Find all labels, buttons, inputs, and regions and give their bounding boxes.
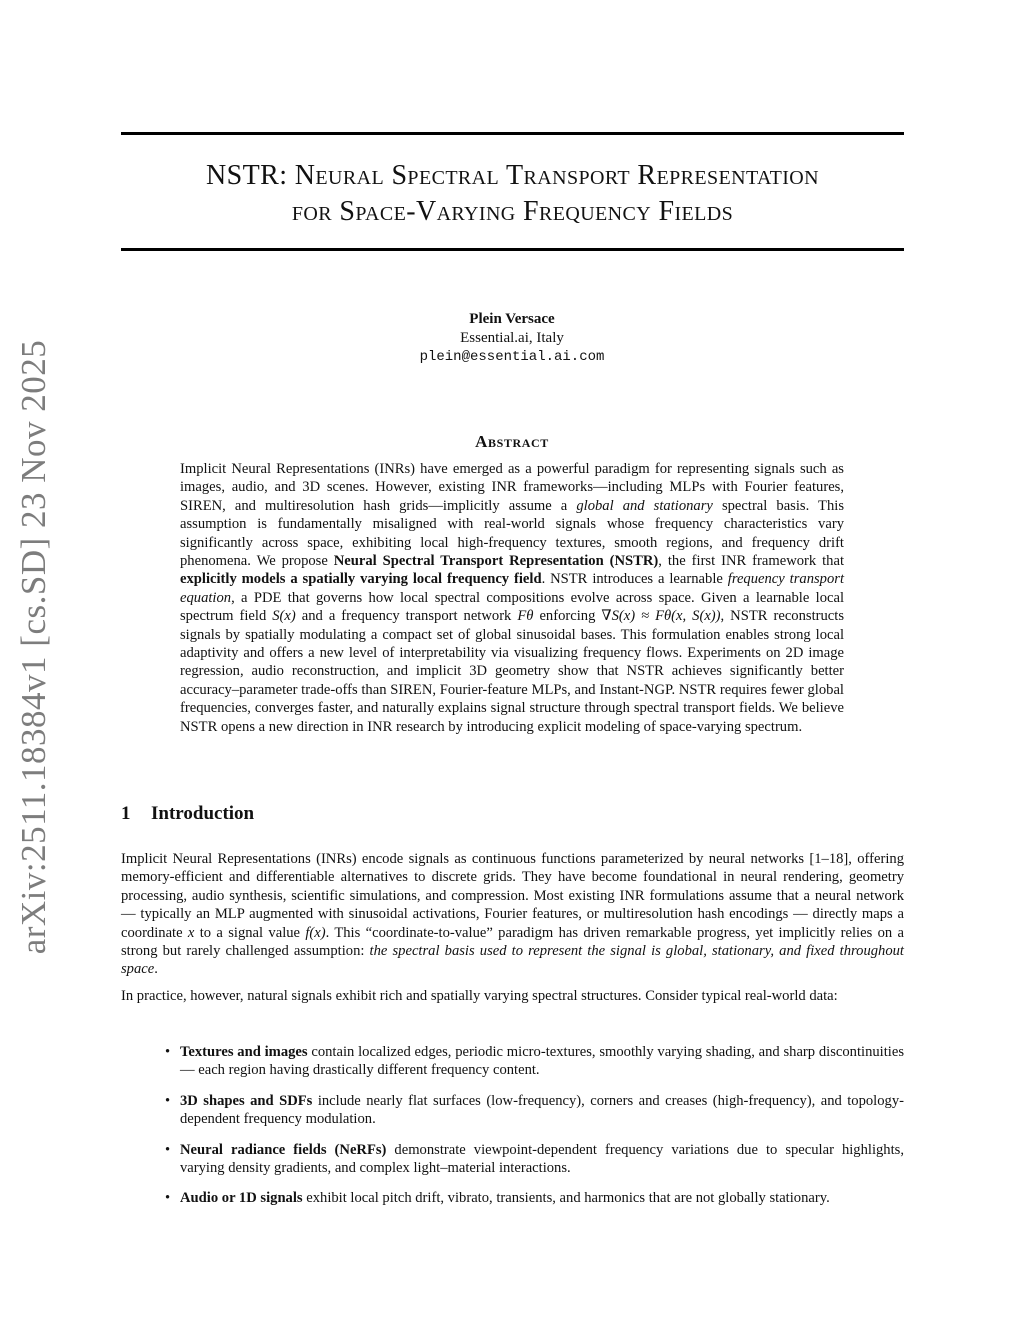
bullet-marker: • bbox=[165, 1190, 171, 1207]
list-item-term: Audio or 1D signals bbox=[180, 1190, 303, 1207]
list-item-term: Neural radiance fields (NeRFs) bbox=[180, 1141, 387, 1158]
intro-p1-text-c: . This “coordinate-to-value” paradigm has driven remarkable progress, yet implicitly relies on a strong but rarely challenged assumption: bbox=[121, 924, 904, 960]
arxiv-stamp-text: arXiv:2511.18384v1 [cs.SD] 23 Nov 2025 bbox=[14, 339, 53, 955]
list-item bbox=[121, 1092, 904, 1129]
abstract-text-3: , the first INR framework that bbox=[658, 553, 845, 570]
bullet-marker: • bbox=[165, 1092, 171, 1109]
title-line-1: NSTR: Neural Spectral Transport Representation bbox=[206, 160, 819, 191]
arxiv-stamp bbox=[2, 336, 66, 958]
author-affiliation: Essential.ai, Italy bbox=[460, 330, 564, 346]
abstract-text-6: and a frequency transport network bbox=[295, 608, 518, 625]
math-transport-network: Fθ bbox=[517, 608, 534, 625]
abstract-text-7: enforcing bbox=[533, 608, 602, 625]
author-email[interactable]: plein@essential.ai.com bbox=[419, 349, 605, 365]
intro-p1-text-a: Implicit Neural Representations (INRs) encode signals as continuous functions parameterized by neural networks [1–18], offering memory-efficient and differentiable alternatives to discrete grids. They have become foundational in neural rendering, geometry processing, audio synthesis, scientific simulations, and compression. Most existing INR formulations assume that a neural network — typically an MLP augmented with sinusoidal activations, Fourier features, or multiresolution hash encodings — directly maps a coordinate bbox=[121, 851, 904, 941]
list-item-text: exhibit local pitch drift, vibrato, transients, and harmonics that are not globally stationary. bbox=[302, 1190, 830, 1207]
section-number: 1 bbox=[121, 803, 131, 824]
abstract-text-8: , NSTR reconstructs signals by spatially modulating a compact set of global sinusoidal bases. This formulation enables strong local adaptivity and offers a new level of interpretability via visualizing frequency flows. Experiments on 2D image regression, audio reconstruction, and implicit 3D geometry show that NSTR achieves significantly better accuracy–parameter trade-offs than SIREN, Fourier-feature MLPs, and Instant-NGP. NSTR requires fewer global frequencies, converges faster, and naturally explains signal structure through spectral transport fields. We believe NSTR opens a new direction in INR research by introducing explicit modeling of space-varying spectrum. bbox=[180, 608, 845, 735]
math-signal-value: f(x) bbox=[305, 924, 326, 941]
list-item bbox=[121, 1189, 904, 1207]
list-item-text: demonstrate viewpoint-dependent frequency variations due to specular highlights, varying density gradients, and complex light–material interactions. bbox=[180, 1141, 904, 1177]
math-coordinate: x bbox=[187, 924, 195, 941]
abstract-body bbox=[180, 460, 844, 736]
abstract-emphasis-1: global and stationary bbox=[576, 497, 713, 514]
abstract-bold-1: Neural Spectral Transport Representation (NSTR) bbox=[333, 553, 659, 570]
list-item-term: Textures and images bbox=[180, 1044, 308, 1060]
abstract-text-5: , a PDE that governs how local spectral compositions evolve across space. Given a learnable local spectrum field bbox=[180, 589, 844, 625]
title-rule-bottom bbox=[121, 248, 904, 251]
abstract-heading: Abstract bbox=[475, 432, 549, 451]
section-heading-introduction bbox=[121, 803, 254, 825]
author-name: Plein Versace bbox=[469, 311, 555, 327]
list-item bbox=[121, 1043, 904, 1080]
intro-paragraph-1 bbox=[121, 850, 904, 979]
abstract-bold-2: explicitly models a spatially varying local frequency field bbox=[180, 571, 542, 588]
signal-type-list bbox=[121, 1043, 904, 1220]
title-line-2: for Space-Varying Frequency Fields bbox=[291, 196, 734, 227]
intro-p1-text-d: . bbox=[154, 961, 158, 978]
intro-paragraph-2: In practice, however, natural signals exhibit rich and spatially varying spectral structures. Consider typical real-world data: bbox=[121, 988, 838, 1004]
list-item bbox=[121, 1141, 904, 1178]
math-spectrum-field: S(x) bbox=[272, 608, 296, 625]
bullet-marker: • bbox=[165, 1141, 171, 1158]
math-transport-equation: ∇S(x) ≈ Fθ(x, S(x)) bbox=[601, 608, 721, 625]
paper-title bbox=[121, 158, 904, 230]
bullet-marker: • bbox=[165, 1044, 171, 1060]
section-title: Introduction bbox=[151, 803, 255, 824]
title-rule-top bbox=[121, 132, 904, 135]
author-block bbox=[0, 310, 1024, 367]
abstract-text-1: Implicit Neural Representations (INRs) have emerged as a powerful paradigm for representing signals such as images, audio, and 3D scenes. However, existing INR frameworks—including MLPs with Fourier features, SIREN, and multiresolution hash grids—implicitly assume a bbox=[180, 461, 844, 514]
intro-p1-emphasis: the spectral basis used to represent the signal is global, stationary, and fixed throughout space bbox=[121, 943, 904, 978]
abstract-text-4: . NSTR introduces a learnable bbox=[541, 571, 728, 588]
abstract-emphasis-2: frequency transport equation bbox=[180, 571, 844, 606]
intro-p1-text-b: to a signal value bbox=[194, 924, 306, 941]
abstract-text-2: spectral basis. This assumption is fundamentally misaligned with real-world signals whose frequency characteristics vary significantly across space, exhibiting local high-frequency textures, smooth regions, and frequency drift phenomena. We propose bbox=[180, 497, 845, 570]
list-item-text: contain localized edges, periodic micro-textures, smoothly varying shading, and sharp discontinuities — each region having drastically different frequency content. bbox=[180, 1044, 904, 1079]
list-item-text: include nearly flat surfaces (low-frequency), corners and creases (high-frequency), and topology-dependent frequency modulation. bbox=[180, 1092, 904, 1128]
list-item-term: 3D shapes and SDFs bbox=[180, 1092, 313, 1109]
